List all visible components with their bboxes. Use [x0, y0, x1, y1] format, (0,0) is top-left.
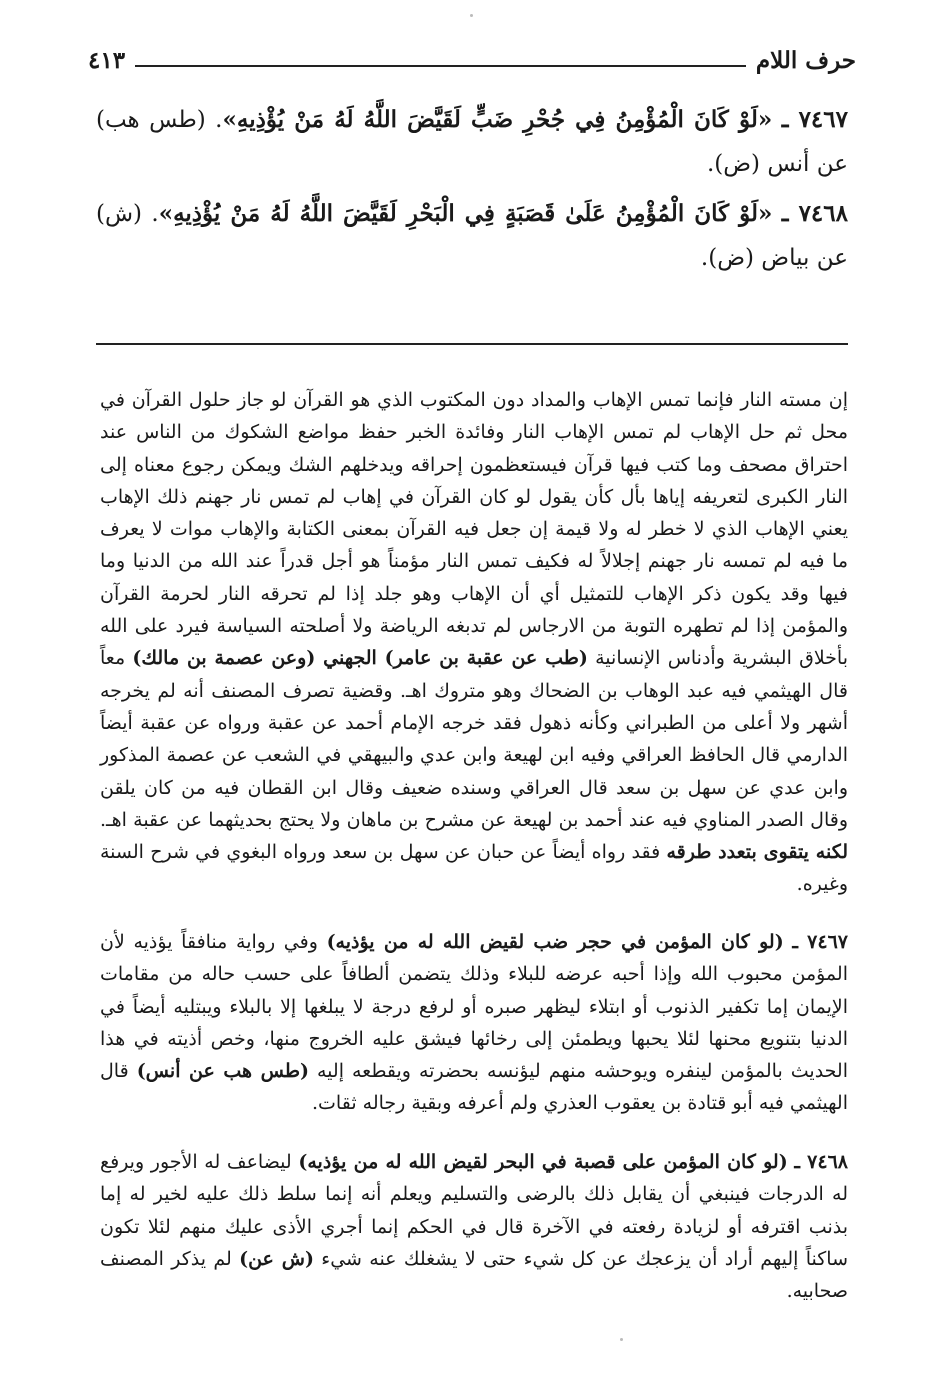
hadith-7468	[96, 192, 848, 280]
hadith-text: «لَوْ كَانَ الْمُؤْمِنُ عَلَىٰ قَصَبَةٍ فِي الْبَحْرِ لَقَيَّضَ اللَّهُ لَهُ مَنْ يُؤْذِيهِ»	[158, 200, 773, 227]
scan-speck	[620, 1338, 623, 1341]
commentary-paragraph-7467	[100, 926, 848, 1120]
hadith-source: . (طس هب) عن أنس (ض).	[96, 107, 848, 177]
page-number: ٤١٣	[88, 46, 126, 74]
hadith-7467	[96, 98, 848, 186]
commentary-text: إن مسته النار فإنما تمس الإهاب والمداد دون المكتوب الذي هو القرآن لو جاز حلول القرآن في محل ثم حل الإهاب لم تمس الإهاب النار وفائدة الخبر حفظ مواضع الشكوك من الناس عند احتراق مصحف وما كتب فيها قرآن فيستعظمون إحراقه ويدخلهم الشك ويمكن رجوع معناه إلى النار الكبرى لتعريفه إياها بأل كأن يقول لو كان القرآن في إهاب لم تمس نار جهنم ذلك الإهاب يعني الإهاب الذي لا خطر له ولا قيمة إن جعل فيه القرآن بمعنى الكتابة والإهاب موات لا يعرف ما فيه لم تمسه نار جهنم إجلالاً له فكيف تمس النار مؤمناً هو أجل قدراً عند الله من الدنيا وما فيها وقد يكون ذكر الإهاب للتمثيل أي أن الإهاب وهو جلد إذا لم تحرقه النار لحرمة القرآن والمؤمن إذا لم تطهره التوبة من الارجاس لم تدبغه الرياضة ولا أصلحته السياسة فيرد على الله بأخلاق البشرية وأدناس الإنسانية	[100, 389, 848, 670]
commentary-text: لم يذكر المصنف صحابيه.	[100, 1247, 848, 1303]
chapter-title: حرف اللام	[755, 46, 856, 74]
commentary-text: قال الهيثمي فيه أبو قتادة بن يعقوب العذري ولم أعرفه وبقية رجاله ثقات.	[100, 1060, 848, 1115]
commentary-number: ٧٤٦٨ ـ	[794, 1151, 848, 1173]
commentary-paragraph	[100, 384, 848, 901]
commentary-number: ٧٤٦٧ ـ	[792, 931, 848, 953]
commentary-text: وفي رواية منافقاً يؤذيه لأن المؤمن محبوب الله وإذا أحبه عرضه للبلاء وذلك يتضمن ألطافاً على حسب حاله من مقامات الإيمان إما تكفير الذنوب أو ابتلاء ليظهر صبره أو لرفع درجة لا يبلغها إلا بالبلاء ويبتليه أيضاً في الدنيا بتنويع محنها لئلا يحبها ويطمئن إلى رخائها فيشق عليه الخروج منها، وخص أذيته في هذا الحديث بالمؤمن لينفره ويوحشه منهم ليؤنسه بحضرته ويقطعه إليه	[100, 931, 849, 1083]
commentary-source: (طس هب عن أنس)	[136, 1060, 309, 1083]
commentary-quote: (لو كان المؤمن في حجر ضب لقيض الله له من يؤذيه)	[326, 931, 784, 953]
commentary-source: (طب عن عقبة بن عامر) الجهني (وعن عصمة بن مالك)	[132, 647, 588, 670]
commentary-text: فقد رواه أيضاً عن حبان عن سهل بن سعد ورواه البغوي في شرح السنة وغيره.	[100, 841, 848, 896]
commentary-paragraph-7468	[100, 1146, 848, 1307]
header-rule	[135, 65, 746, 67]
running-header	[88, 42, 856, 78]
hadith-source: . (ش) عن بياض (ض).	[96, 201, 848, 271]
commentary-text: ليضاعف له الأجور ويرفع له الدرجات فينبغي أن يقابل ذلك بالرضى والتسليم ويعلم أنه إنما سلط ذلك عليه لخير له إما بذنب اقترفه أو لزيادة رفعته في الآخرة قال في الحكم إنما أجري الأذى عليك منهم لئلا تكون ساكناً إليهم أراد أن يزعجك عن كل شيء حتى لا يشغلك عنه شيء	[100, 1151, 848, 1270]
commentary-source: (ش عن)	[239, 1247, 314, 1270]
commentary-emphasis: لكنه يتقوى بتعدد طرقه	[666, 841, 849, 864]
scan-speck	[470, 14, 473, 17]
commentary-text: معاً قال الهيثمي فيه عبد الوهاب بن الضحاك وهو متروك اهـ. وقضية تصرف المصنف أنه لم يخرجه أشهر ولا أعلى من الطبراني وكأنه ذهول فقد خرجه الإمام أحمد عن عقبة ورواه عن عقبة أيضاً الدارمي قال الحافظ العراقي وفيه ابن لهيعة وابن عدي والبيهقي في الشعب عن عصمة المذكور وابن عدي عن سهل بن سعد قال العراقي وسنده ضعيف وقال ابن القطان فيه من كان يلقن وقال الصدر المناوي فيه عند أحمد بن لهيعة عن مشرح بن ماهان ولا يحتج بحديثهما عن عقبة اهـ.	[100, 647, 848, 831]
hadith-text: «لَوْ كَانَ الْمُؤْمِنُ فِي جُحْرِ ضَبٍّ لَقَيَّضَ اللَّهُ لَهُ مَنْ يُؤْذِيهِ»	[222, 106, 773, 133]
commentary-quote: (لو كان المؤمن على قصبة في البحر لقيض الله له من يؤذيه)	[298, 1151, 788, 1173]
footnote-divider	[96, 343, 848, 345]
hadith-number: ٧٤٦٨ ـ	[781, 200, 848, 227]
hadith-number: ٧٤٦٧ ـ	[781, 106, 848, 133]
